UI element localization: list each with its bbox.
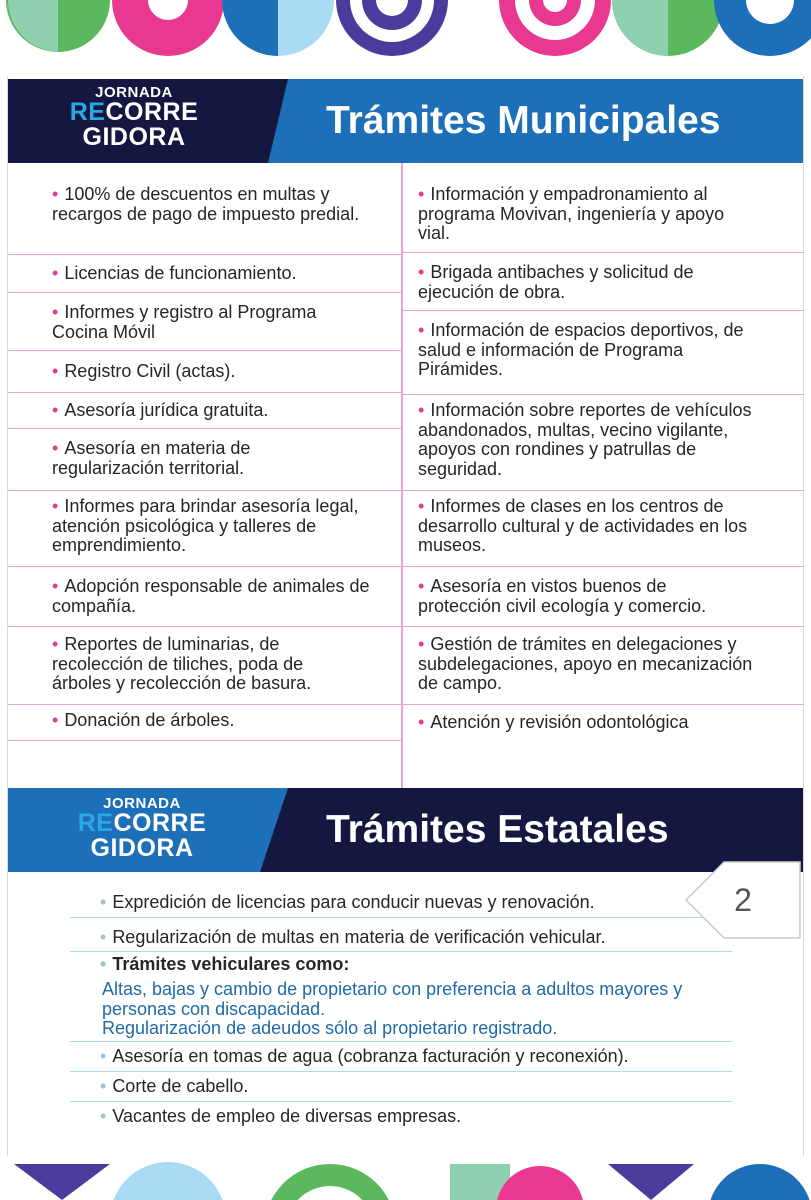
list-item: • Adopción responsable de animales de compañía. bbox=[8, 567, 401, 627]
decorative-shapes-top bbox=[0, 0, 811, 66]
vehicular-detail: Altas, bajas y cambio de propietario con preferencia a adultos mayores y personas con discapacidad. bbox=[102, 979, 683, 1019]
list-item: • Información sobre reportes de vehículos abandonados, multas, vecino vigilante, apoyos con rondines y patrullas de seguridad. bbox=[402, 395, 804, 491]
page-number: 2 bbox=[734, 882, 752, 918]
list-item: • Información y empadronamiento al programa Movivan, ingeniería y apoyo vial. bbox=[402, 163, 804, 253]
state-title: Trámites Estatales bbox=[326, 808, 669, 851]
municipal-title: Trámites Municipales bbox=[326, 99, 721, 142]
municipal-header bbox=[8, 79, 803, 163]
list-item: • Corte de cabello. bbox=[70, 1072, 732, 1102]
list-item: • Informes de clases en los centros de desarrollo cultural y de actividades en los museos. bbox=[402, 491, 804, 567]
list-item: • 100% de descuentos en multas y recargos de pago de impuesto predial. bbox=[8, 163, 401, 255]
list-item: • Atención y revisión odontológica bbox=[418, 712, 689, 732]
list-item: • Informes para brindar asesoría legal, atención psicológica y talleres de emprendimiento. bbox=[8, 491, 401, 567]
list-item: • Informes y registro al Programa Cocina Móvil bbox=[8, 293, 401, 351]
list-item: • Trámites vehiculares como: bbox=[70, 952, 732, 1042]
list-item: • Registro Civil (actas). bbox=[8, 351, 401, 393]
list-item: • Información de espacios deportivos, de salud e información de Programa Pirámides. bbox=[402, 311, 804, 395]
jornada-logo: JORNADA RECORRE GIDORA bbox=[69, 84, 199, 151]
list-item: • Asesoría en tomas de agua (cobranza facturación y reconexión). bbox=[70, 1042, 732, 1072]
vehicular-detail: Regularización de adeudos sólo al propietario registrado. bbox=[102, 1018, 558, 1038]
list-item: • Reportes de luminarias, de recolección de tiliches, poda de árboles y recolección de basura. bbox=[8, 627, 401, 705]
top-decorative-band bbox=[0, 0, 811, 66]
list-item: • Donación de árboles. bbox=[8, 705, 401, 741]
list-item: • Vacantes de empleo de diversas empresas. bbox=[100, 1106, 462, 1126]
list-item: • Gestión de trámites en delegaciones y subdelegaciones, apoyo en mecanización de campo. bbox=[402, 627, 804, 705]
decorative-shapes-bottom bbox=[0, 1160, 811, 1200]
list-item: • Asesoría en materia de regularización territorial. bbox=[8, 429, 401, 491]
list-item: • Regularización de multas en materia de verificación vehicular. bbox=[70, 918, 732, 952]
list-item: • Expredición de licencias para conducir nuevas y renovación. bbox=[70, 890, 732, 918]
jornada-logo: JORNADA RECORRE GIDORA bbox=[77, 795, 207, 862]
bottom-decorative-band bbox=[0, 1160, 811, 1200]
list-item: • Brigada antibaches y solicitud de ejecución de obra. bbox=[402, 253, 804, 311]
list-item: • Asesoría en vistos buenos de protección civil ecología y comercio. bbox=[402, 567, 804, 627]
list-item: • Licencias de funcionamiento. bbox=[8, 255, 401, 293]
list-item: • Asesoría jurídica gratuita. bbox=[8, 393, 401, 429]
